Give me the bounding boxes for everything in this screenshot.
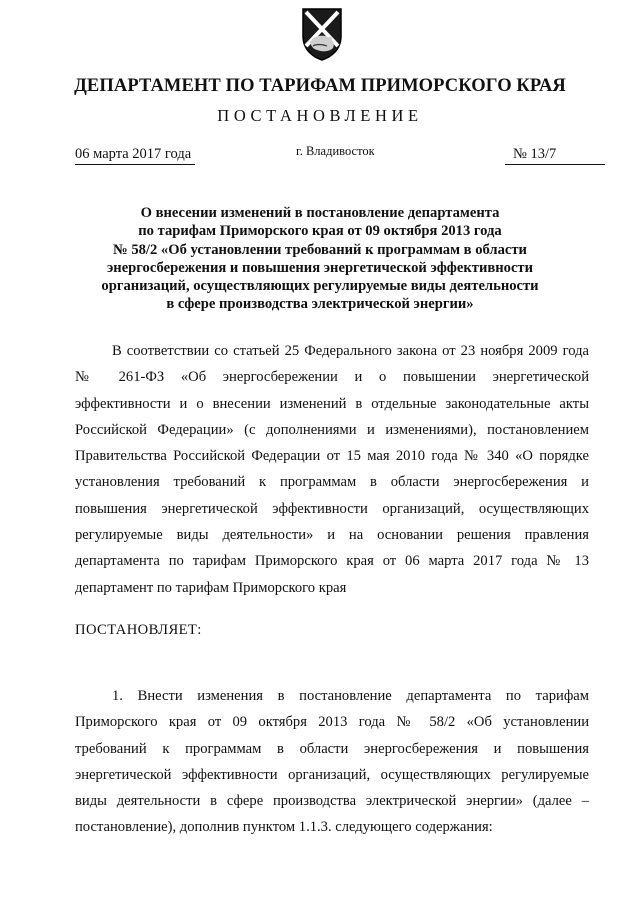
document-type: ПОСТАНОВЛЕНИЕ [217,106,423,125]
subject-line: № 58/2 «Об установлении требований к программам в области [113,241,527,258]
paragraph-line: установления требований к программам в области энергосбережения и [75,474,589,491]
paragraph-line: В соответствии со статьей 25 Федерального закона от 23 ноября 2009 года [112,343,589,359]
preamble-paragraph [75,338,589,601]
paragraph-line: № 261-ФЗ «Об энергосбережении и о повышении энергетической [75,369,589,386]
document-number: № 13/7 [505,146,605,165]
paragraph-line: 1. Внести изменения в постановление департамента по тарифам [112,688,589,704]
paragraph-line: повышения энергетической эффективности организаций, осуществляющих [75,500,589,517]
paragraph-line: энергетической эффективности организаций, осуществляющих регулируемые [75,766,589,783]
subject-line: организаций, осуществляющих регулируемые виды деятельности [101,278,539,295]
paragraph-line: Правительства Российской Федерации от 15 мая 2010 года № 340 «О порядке [75,448,589,465]
document-date: 06 марта 2017 года [75,146,195,165]
subject-line: по тарифам Приморского края от 09 октября 2013 года [138,223,502,240]
paragraph-line: департамент по тарифам Приморского края [75,579,347,596]
document-subject [60,204,580,314]
paragraph-line: требований к программам в области энергосбережения и повышения [75,740,589,757]
coat-of-arms-icon [300,6,344,62]
subject-line: О внесении изменений в постановление департамента [140,205,500,221]
paragraph-line: постановление), дополнив пунктом 1.1.3. следующего содержания: [75,819,493,836]
subject-line: энергосбережения и повышения энергетической эффективности [106,259,533,276]
paragraph-line: регулируемые виды деятельности» и на основании решения правления [75,527,589,544]
paragraph-line: эффективности и о внесении изменений в отдельные законодательные акты [75,395,589,412]
resolves-heading: ПОСТАНОВЛЯЕТ: [75,622,202,638]
paragraph-line: Приморского края от 09 октября 2013 года № 58/2 «Об установлении [75,714,589,731]
paragraph-line: Российской Федерации» (с дополнениями и изменениями), постановлением [75,421,589,438]
paragraph-line: департамента по тарифам Приморского края от 06 марта 2017 года № 13 [75,553,589,570]
item-1-paragraph [75,683,589,841]
paragraph-line: виды деятельности в сфере производства электрической энергии» (далее – [75,793,589,810]
subject-line: в сфере производства электрической энергии» [166,296,474,313]
document-city: г. Владивосток [296,144,375,158]
department-title: ДЕПАРТАМЕНТ ПО ТАРИФАМ ПРИМОРСКОГО КРАЯ [74,76,566,96]
